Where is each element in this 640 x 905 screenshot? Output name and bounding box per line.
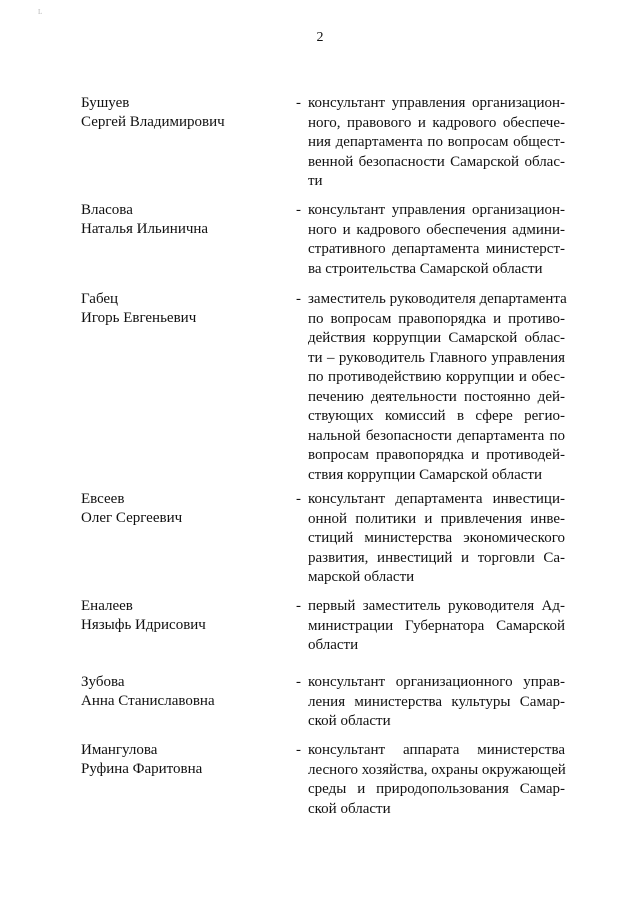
position-line: ного, правового и кадрового обеспече- xyxy=(308,114,565,131)
position-line: консультант управления организацион- xyxy=(308,202,565,218)
position-line: ствующих комиссий в сфере регио- xyxy=(308,408,565,424)
position-line: ва строительства Самарской области xyxy=(308,260,543,277)
position-line: марской области xyxy=(308,569,415,585)
entry-dash: - xyxy=(296,491,301,507)
member-name xyxy=(81,201,281,239)
position-line: печению деятельности постоянно дей- xyxy=(308,388,565,405)
position-line: консультант организационного управ- xyxy=(308,674,565,690)
position-line: ти – руководитель Главного управления xyxy=(308,349,565,366)
member-given-name: Руфина Фаритовна xyxy=(81,761,203,777)
position-line: лесного хозяйства, охраны окружающей xyxy=(308,761,566,778)
position-line: вопросам правопорядка и противодей- xyxy=(308,447,565,463)
position-line: онной политики и привлечения инве- xyxy=(308,510,565,527)
position-line: ской области xyxy=(308,800,391,817)
position-line: ного и кадрового обеспечения админи- xyxy=(308,221,565,238)
member-given-name: Наталья Ильинична xyxy=(81,221,209,237)
member-given-name: Игорь Евгеньевич xyxy=(81,310,197,326)
member-surname: Власова xyxy=(81,202,133,218)
position-line: консультант управления организацион- xyxy=(308,95,565,111)
member-position xyxy=(308,673,565,732)
member-given-name: Нязыфь Идрисович xyxy=(81,617,206,633)
entry-dash: - xyxy=(296,674,301,690)
position-line: ской области xyxy=(308,713,391,729)
member-position xyxy=(308,597,565,656)
position-line: венной безопасности Самарской облас- xyxy=(308,153,565,170)
member-position xyxy=(308,741,565,819)
member-name xyxy=(81,490,281,528)
position-line: консультант департамента инвестици- xyxy=(308,491,565,507)
entry-dash: - xyxy=(296,291,301,307)
position-line: по противодействию коррупции и обес- xyxy=(308,369,565,385)
position-line: ния департамента по вопросам общест- xyxy=(308,134,565,150)
member-surname: Еналеев xyxy=(81,598,133,614)
member-name xyxy=(81,94,281,132)
member-position xyxy=(308,490,565,588)
position-line: среды и природопользования Самар- xyxy=(308,781,565,797)
member-position xyxy=(308,201,565,279)
position-line: развития, инвестиций и торговли Са- xyxy=(308,549,565,566)
entry-dash: - xyxy=(296,202,301,218)
member-position xyxy=(308,290,565,485)
corner-mark: L xyxy=(38,8,43,16)
member-given-name: Олег Сергеевич xyxy=(81,510,183,526)
position-line: министрации Губернатора Самарской xyxy=(308,617,565,634)
member-given-name: Анна Станиславовна xyxy=(81,693,215,709)
member-name xyxy=(81,741,281,779)
position-line: заместитель руководителя департамента xyxy=(308,291,567,307)
position-line: действия коррупции Самарской облас- xyxy=(308,330,565,346)
member-surname: Габец xyxy=(81,291,119,307)
position-line: нальной безопасности департамента по xyxy=(308,427,565,444)
page-number: 2 xyxy=(316,30,324,45)
member-surname: Евсеев xyxy=(81,491,125,507)
position-line: ления министерства культуры Самар- xyxy=(308,693,565,710)
position-line: первый заместитель руководителя Ад- xyxy=(308,598,565,614)
member-name xyxy=(81,597,281,635)
entry-dash: - xyxy=(296,598,301,614)
member-given-name: Сергей Владимирович xyxy=(81,114,225,130)
position-line: по вопросам правопорядка и противо- xyxy=(308,310,565,327)
entry-dash: - xyxy=(296,95,301,111)
member-surname: Бушуев xyxy=(81,95,130,111)
position-line: ствия коррупции Самарской области xyxy=(308,466,542,483)
member-position xyxy=(308,94,565,192)
position-line: стративного департамента министерст- xyxy=(308,241,565,257)
position-line: области xyxy=(308,637,359,653)
entry-dash: - xyxy=(296,742,301,758)
member-surname: Зубова xyxy=(81,674,125,690)
member-name xyxy=(81,673,281,711)
member-name xyxy=(81,290,281,328)
position-line: ти xyxy=(308,173,323,189)
member-surname: Имангулова xyxy=(81,742,158,758)
position-line: консультант аппарата министерства xyxy=(308,742,565,758)
position-line: стиций министерства экономического xyxy=(308,530,565,546)
